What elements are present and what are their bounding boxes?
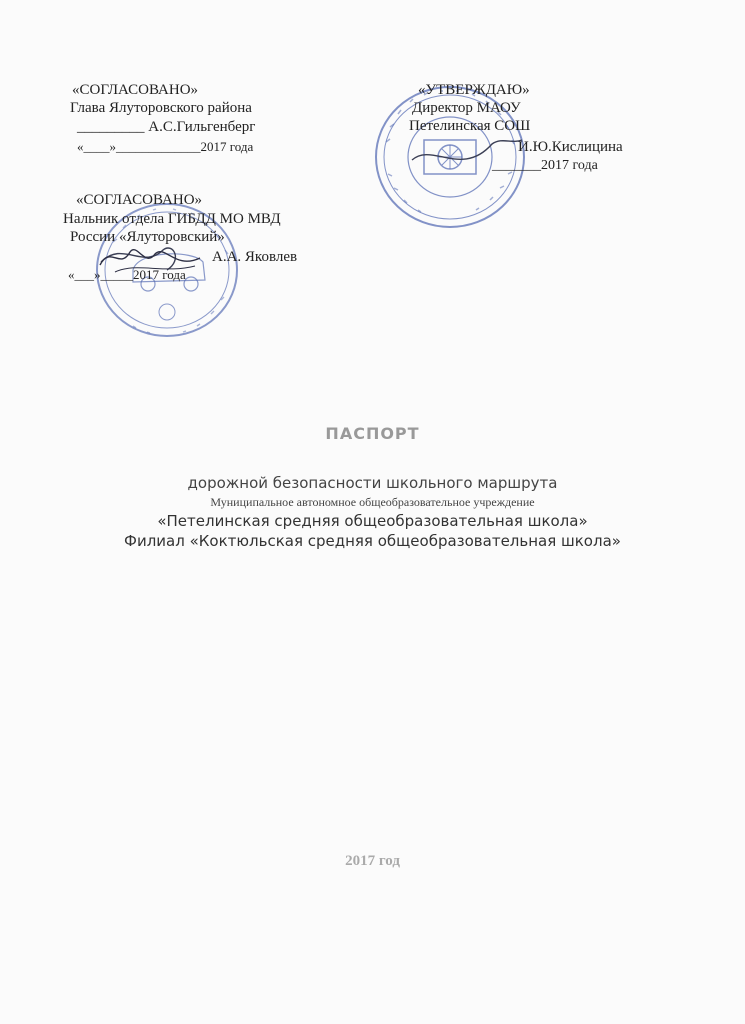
approval-position: Нальник отдела ГИБДД МО МВД — [63, 211, 281, 227]
approval-signature-line: И.Ю.Кислицина — [518, 139, 623, 155]
approval-position: Директор МАОУ — [412, 100, 521, 116]
approval-position: Глава Ялуторовского района — [70, 100, 252, 116]
approval-date-line: «___»_____2017 года — [68, 267, 186, 282]
approval-label: «СОГЛАСОВАНО» — [76, 192, 203, 208]
approval-date-line: «____»_____________2017 года — [77, 139, 254, 154]
approval-position: России «Ялуторовский» — [70, 229, 225, 245]
approval-signature-line: А.А. Яковлев — [212, 249, 298, 265]
signature-icon — [95, 240, 205, 280]
document-title: ПАСПОРТ — [325, 424, 420, 443]
approval-position: Петелинская СОШ — [409, 118, 531, 134]
branch-name: Филиал «Коктюльская средняя общеобразовательная школа» — [124, 532, 621, 550]
school-name: «Петелинская средняя общеобразовательная школа» — [157, 512, 588, 530]
organization-type: Муниципальное автономное общеобразовательное учреждение — [210, 495, 535, 509]
approval-label: «УТВЕРЖДАЮ» — [418, 82, 530, 98]
approval-label: «СОГЛАСОВАНО» — [72, 82, 199, 98]
approval-date-line: _______2017 года — [492, 158, 598, 173]
approval-signature-line: _________ А.С.Гильгенберг — [77, 119, 256, 135]
document-year: 2017 год — [345, 853, 400, 869]
document-subtitle: дорожной безопасности школьного маршрута — [187, 474, 558, 492]
